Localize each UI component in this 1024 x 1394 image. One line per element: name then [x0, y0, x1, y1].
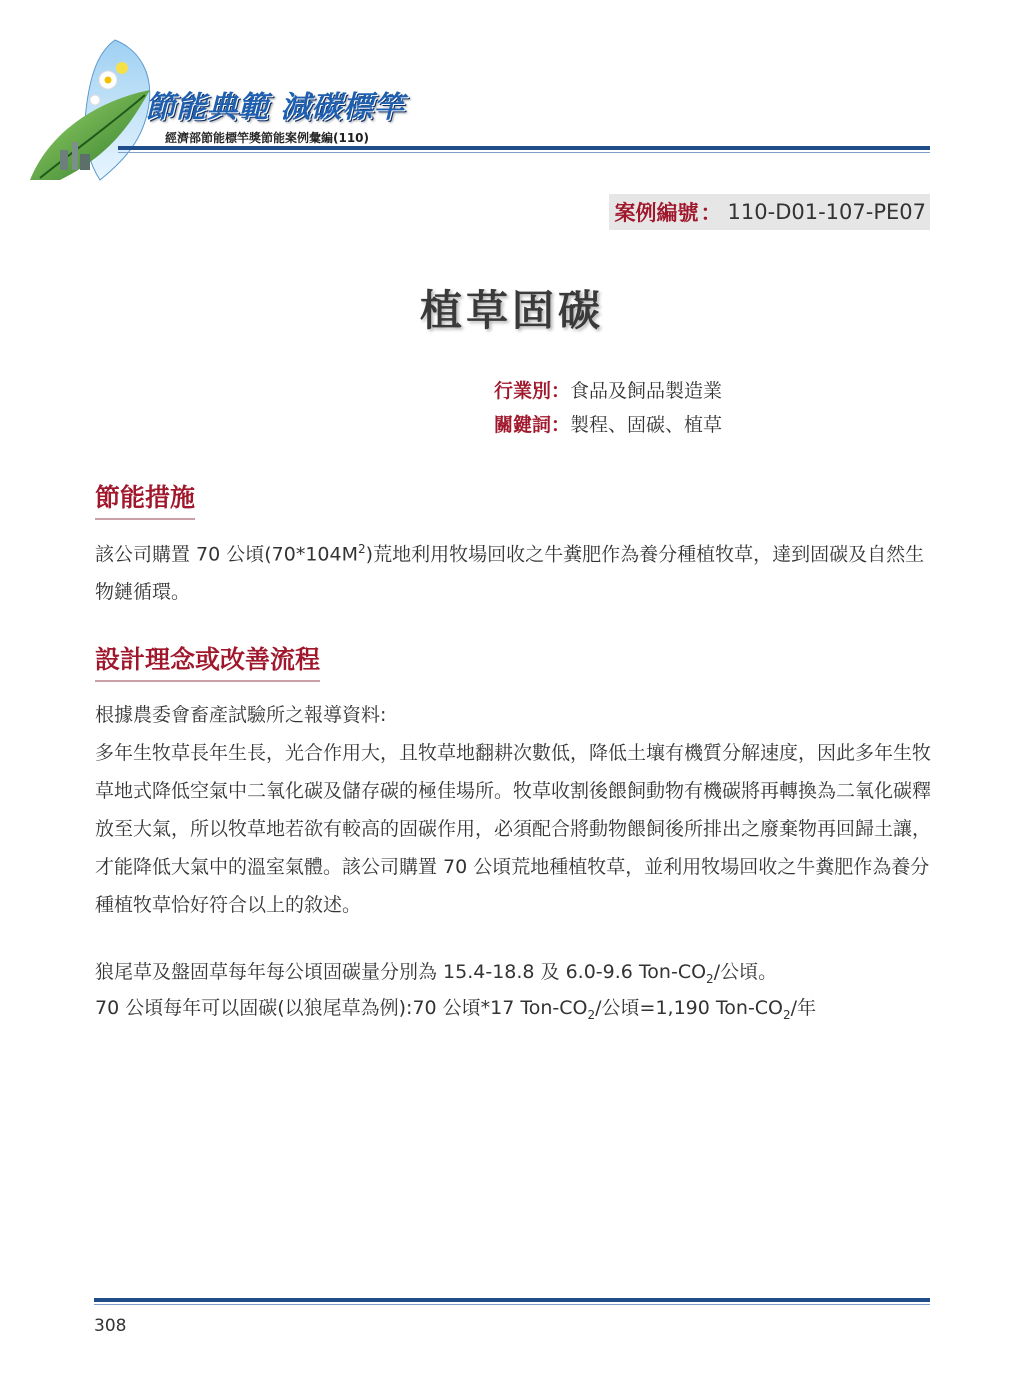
- keywords-row: [494, 410, 722, 437]
- design-paragraph: [95, 696, 935, 924]
- section-heading-design: 設計理念或改善流程: [95, 640, 320, 682]
- page-title: 植草固碳: [419, 286, 604, 335]
- page-number: 308: [94, 1316, 127, 1336]
- carbon-total-b: /公頃=1,190 Ton-CO: [595, 997, 784, 1019]
- keywords-label: 關鍵詞：: [494, 414, 571, 436]
- carbon-total-c: /年: [790, 997, 817, 1019]
- measures-text-pre: 該公司購置 70 公頃(70*104M: [95, 543, 359, 566]
- brand-subtitle: 經濟部節能標竿獎節能案例彙編(110): [165, 131, 370, 145]
- design-body: 多年生牧草長年生長，光合作用大，且牧草地翻耕次數低，降低土壤有機質分解速度，因此多年生牧草地式降低空氣中二氧化碳及儲存碳的極佳場所。牧草收割後餵飼動物有機碳將再轉換為二氧化碳釋放至大氣，所以牧草地若欲有較高的固碳作用，必須配合將動物餵飼後所排出之廢棄物再回歸土讓，才能降低大氣中的溫室氣體。該公司購置 70 公頃荒地種植牧草，並利用牧場回收之牛糞肥作為養分種植牧草恰好符合以上的敘述。: [95, 742, 932, 916]
- case-number-label: 案例編號: [614, 201, 699, 225]
- footer-rule: [94, 1298, 930, 1302]
- industry-label: 行業別：: [494, 380, 571, 402]
- brand-title: 節能典範 減碳標竿: [145, 90, 405, 125]
- keywords-value: 製程、固碳、植草: [570, 414, 723, 436]
- measures-paragraph: [95, 530, 935, 611]
- carbon-total-a: 70 公頃每年可以固碳(以狼尾草為例):70 公頃*17 Ton-CO: [95, 997, 588, 1019]
- industry-value: 食品及飼品製造業: [570, 380, 723, 402]
- footer-rule-thin: [94, 1304, 930, 1305]
- page-header: [0, 0, 1024, 190]
- measures-text-post: )荒地利用牧場回收之牛糞肥作為養分種植牧草，達到固碳及自然生物鏈循環。: [95, 543, 925, 604]
- design-intro: 根據農委會畜產試驗所之報導資料:: [95, 704, 387, 726]
- measures-text-sup: 2: [358, 542, 366, 556]
- section-heading-measures: 節能措施: [95, 478, 195, 520]
- carbon-rate-sub: 2: [706, 971, 714, 986]
- carbon-total-sub-1: 2: [587, 1007, 596, 1022]
- carbon-total-line: [95, 989, 935, 1034]
- carbon-rate-post: /公頃。: [713, 961, 778, 983]
- carbon-total-sub-2: 2: [783, 1007, 791, 1022]
- case-number-box: [609, 194, 930, 230]
- case-number-colon: ：: [700, 201, 722, 225]
- header-rule-thin: [118, 152, 930, 153]
- industry-row: [494, 376, 722, 403]
- header-rule: [118, 146, 930, 150]
- carbon-rate-pre: 狼尾草及盤固草每年每公頃固碳量分別為 15.4-18.8 及 6.0-9.6 Ton-CO: [95, 961, 707, 983]
- case-number-value: 110-D01-107-PE07: [727, 200, 926, 224]
